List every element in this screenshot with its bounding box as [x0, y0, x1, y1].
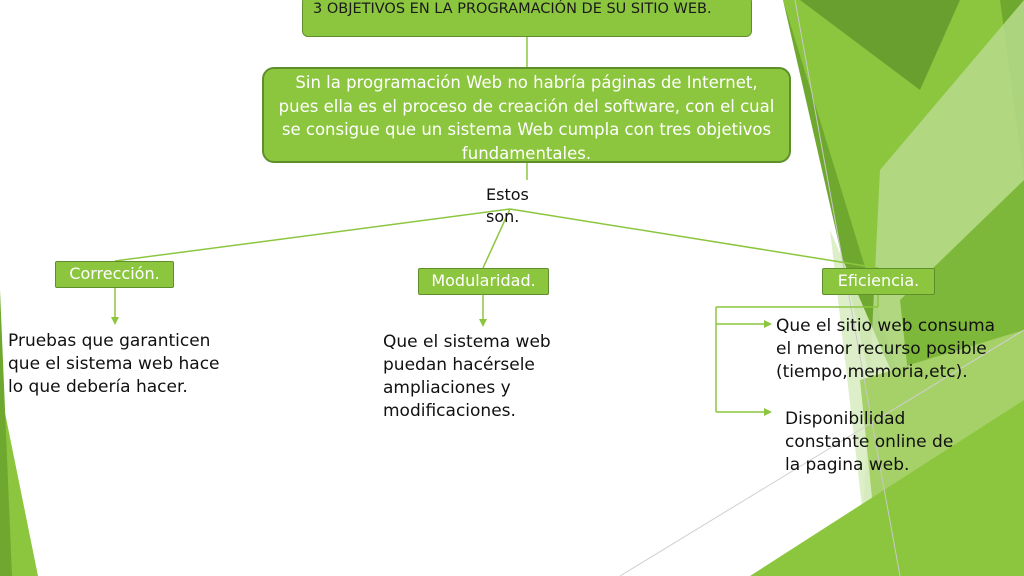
- main-statement-box: [262, 67, 791, 163]
- diagram-title-box: [302, 0, 752, 37]
- objective-box-correccion: [55, 261, 174, 288]
- diagram-title: 3 OBJETIVOS EN LA PROGRAMACIÓN DE SU SITIO WEB.: [313, 1, 712, 17]
- objective-label: Corrección.: [69, 264, 160, 283]
- correccion-description: Pruebas que garanticen que el sistema web hace lo que debería hacer.: [8, 331, 220, 397]
- objective-box-eficiencia: [822, 268, 935, 295]
- eficiencia-point-1: Que el sitio web consuma el menor recurso posible (tiempo,memoria,etc).: [776, 316, 996, 382]
- objective-label: Modularidad.: [431, 271, 536, 290]
- objective-label: Eficiencia.: [837, 271, 920, 290]
- connector-label: Estos son.: [486, 185, 529, 226]
- objective-box-modularidad: [418, 268, 549, 295]
- eficiencia-point-2: Disponibilidad constante online de la pagina web.: [785, 409, 954, 475]
- modularidad-description: Que el sistema web puedan hacérsele ampliaciones y modificaciones.: [383, 332, 551, 421]
- main-statement-text: Sin la programación Web no habría páginas de Internet, pues ella es el proceso de creación del software, con el cual se consigue que un sistema Web cumpla con tres objetivos fundamentales.: [278, 73, 775, 163]
